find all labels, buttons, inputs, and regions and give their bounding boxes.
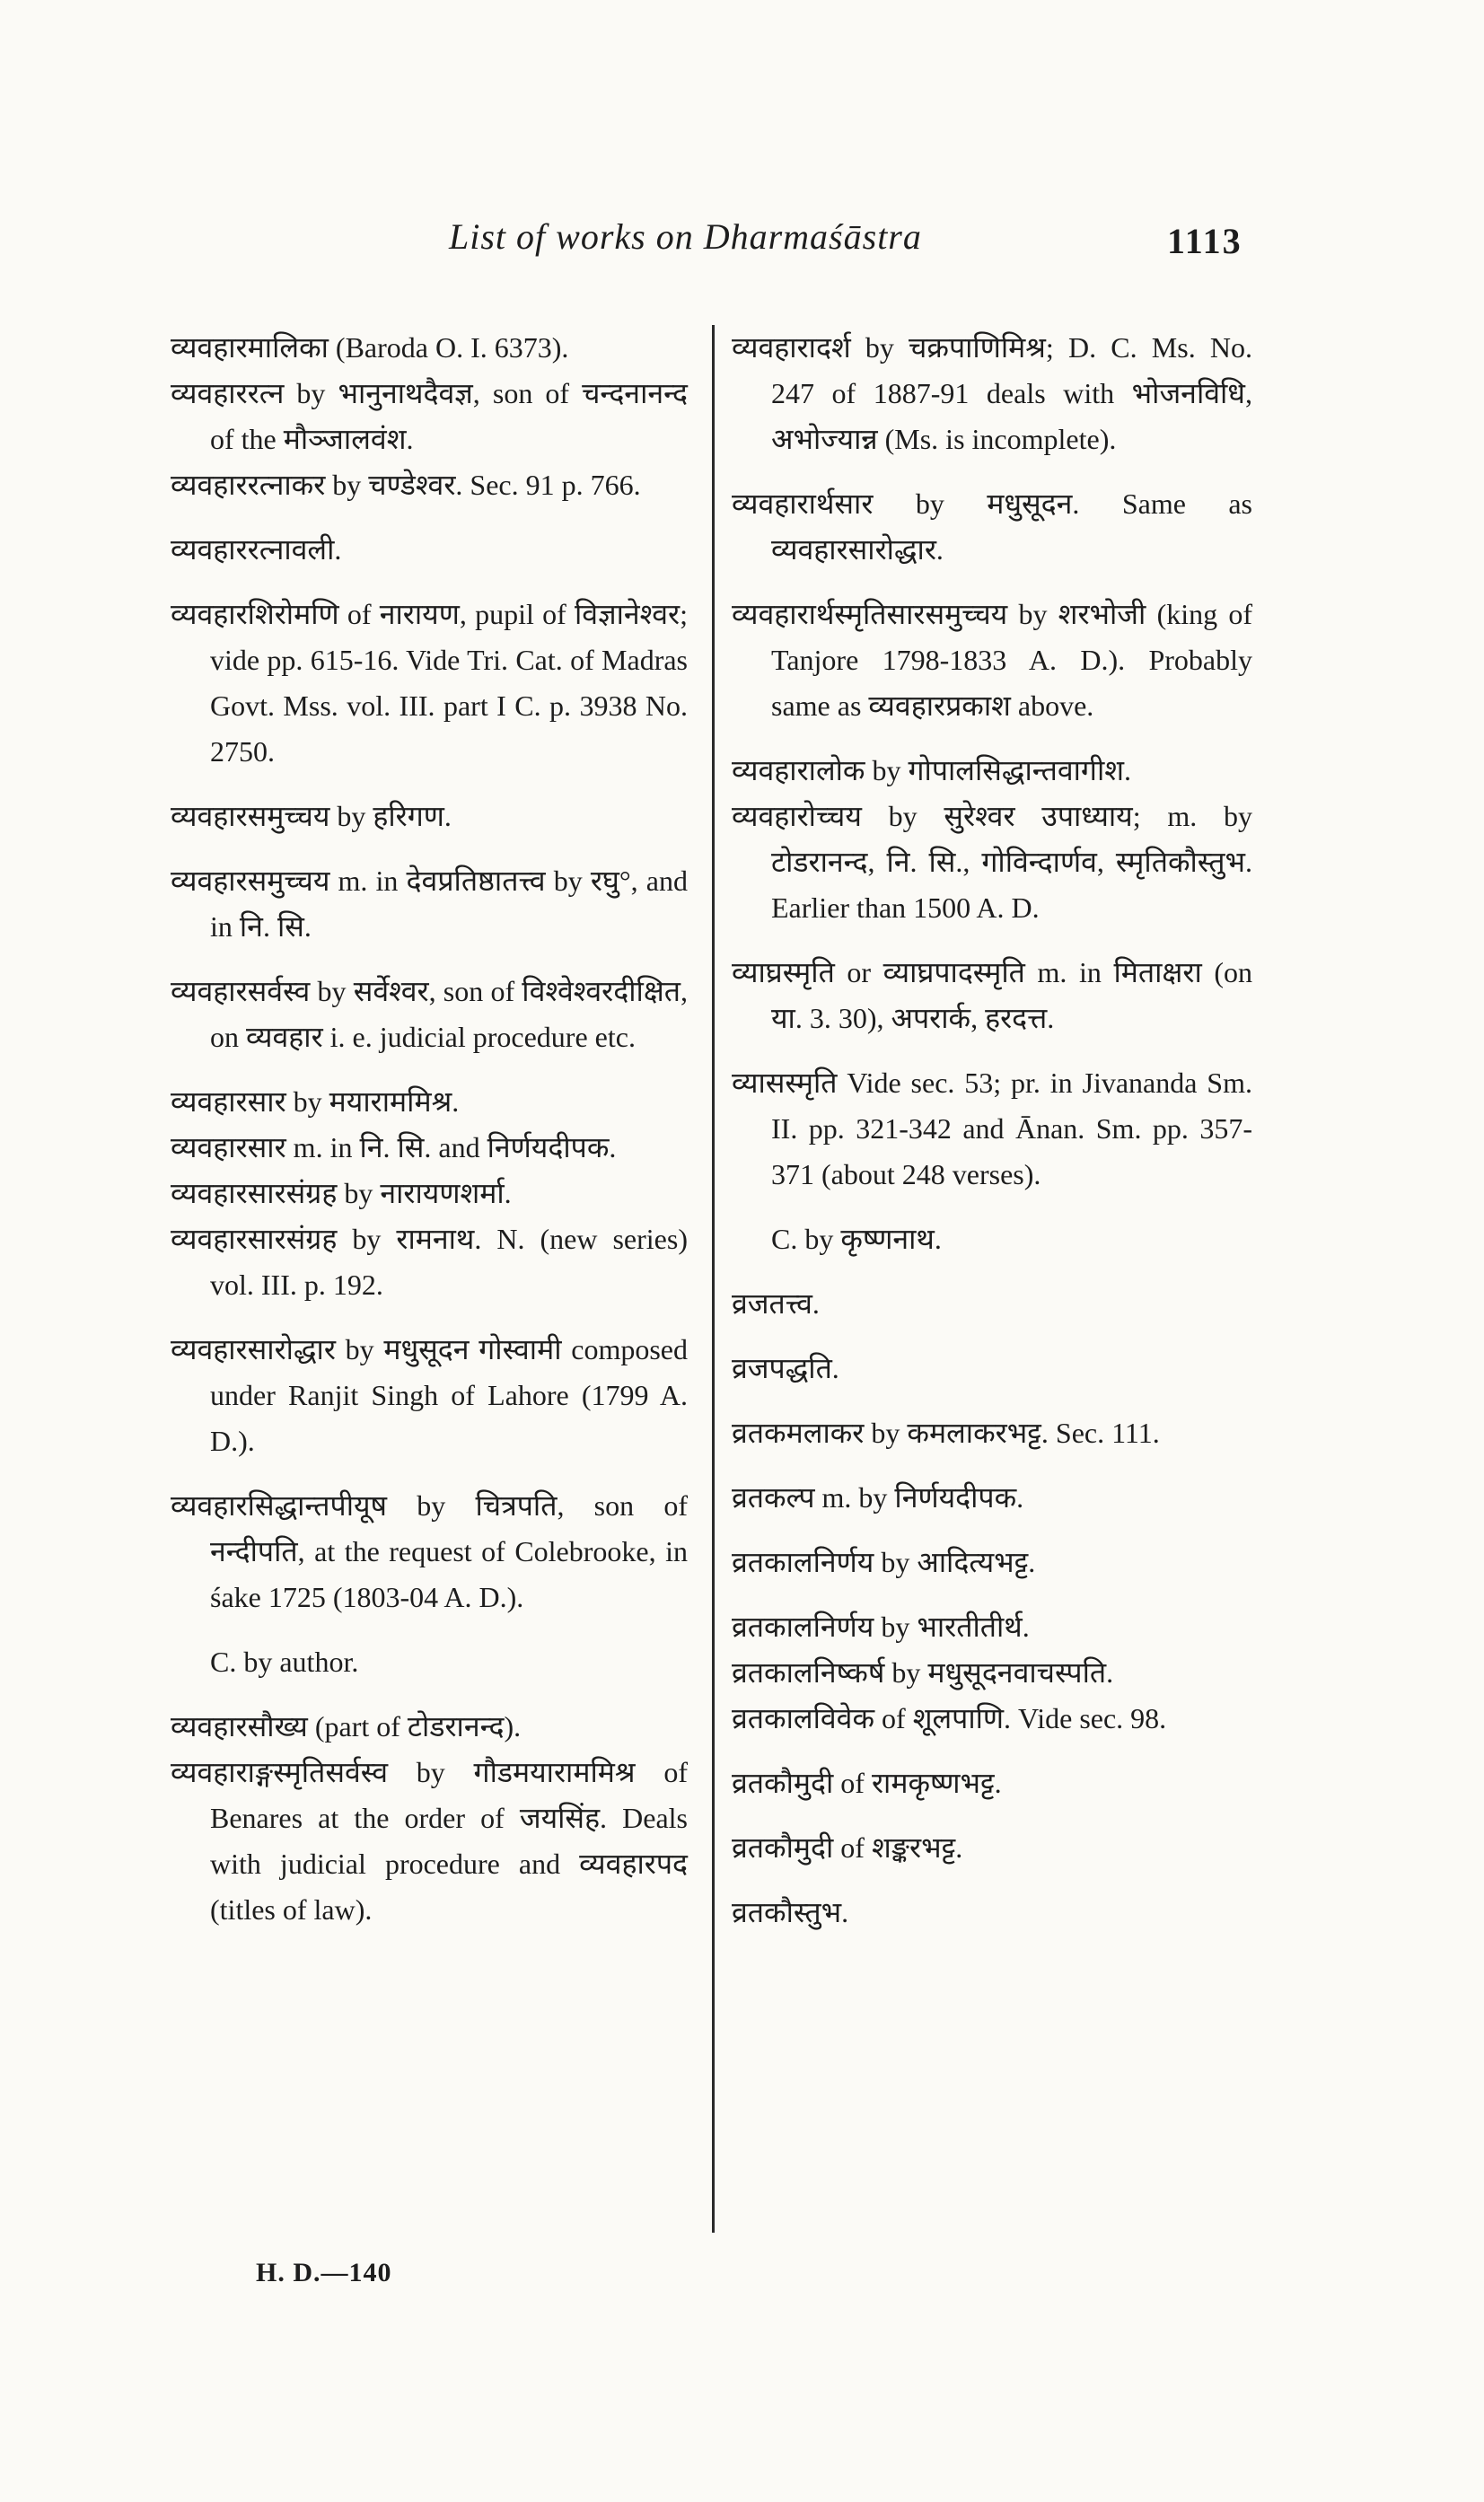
running-title: List of works on Dharmaśāstra [449,216,922,257]
bibliography-entry: व्यवहारसारसंग्रह by नारायणशर्मा. [171,1177,512,1209]
bibliography-entry: व्याघ्रस्मृति or व्याघ्रपादस्मृति m. in मिताक्षरा (on या. 3. 30), अपरार्क, हरदत्त. [732,956,1252,1034]
bibliography-entry: C. by कृष्णनाथ. [771,1223,942,1255]
bibliography-entry: व्यवहारसमुच्चय m. in देवप्रतिष्ठातत्त्व by रघु°, and in नि. सि. [171,865,688,943]
bibliography-entry: व्यवहाररत्नावली. [171,533,342,566]
signature-mark: H. D.—140 [256,2258,392,2287]
bibliography-entry: व्यवहाररत्न by भानुनाथदैवज्ञ, son of चन्दनानन्द of the मौञ्जालवंश. [171,377,688,455]
bibliography-entry: व्यवहाररत्नाकर by चण्डेश्वर. Sec. 91 p. 766. [171,469,641,501]
bibliography-entry: व्यवहारार्थसार by मधुसूदन. Same as व्यवहारसारोद्धार. [732,487,1252,566]
bibliography-entry: C. by author. [210,1646,359,1678]
bibliography-entry: व्रजपद्धति. [732,1352,839,1384]
bibliography-entry: व्रतकल्प m. by निर्णयदीपक. [732,1481,1024,1514]
bibliography-entry: व्यवहारमालिका (Baroda O. I. 6373). [171,331,569,364]
bibliography-entry: व्यवहारालोक by गोपालसिद्धान्तवागीश. [732,754,1131,786]
bibliography-entry: व्यवहारसमुच्चय by हरिगण. [171,800,452,832]
left-column [171,325,688,1933]
bibliography-entry: व्यवहारसार m. in नि. सि. and निर्णयदीपक. [171,1131,617,1163]
bibliography-entry: व्रतकालविवेक of शूलपाणि. Vide sec. 98. [732,1702,1167,1734]
bibliography-entry: व्यवहारसौख्य (part of टोडरानन्द). [171,1710,522,1743]
page-number: 1113 [1167,221,1243,261]
bibliography-entry: व्रजतत्त्व. [732,1287,820,1320]
bibliography-entry: व्रतकालनिर्णय by आदित्यभट्ट. [732,1546,1036,1578]
bibliography-entry: व्यवहारशिरोमणि of नारायण, pupil of विज्ञानेश्वर; vide pp. 615-16. Vide Tri. Cat. of Madras Govt. Mss. vol. III. part I C. p. 3938 No. 2750. [171,598,688,768]
bibliography-entry: व्रतकौमुदी of रामकृष्णभट्ट. [732,1767,1002,1799]
bibliography-entry: व्यवहारसिद्धान्तपीयूष by चित्रपति, son of नन्दीपति, at the request of Colebrooke, in śake 1725 (1803-04 A. D.). [171,1489,688,1613]
bibliography-entry: व्यवहारसर्वस्व by सर्वेश्वर, son of विश्वेश्वरदीक्षित, on व्यवहार i. e. judicial procedure etc. [171,975,688,1053]
bibliography-entry: व्रतकौमुदी of शङ्करभट्ट. [732,1831,963,1864]
column-divider [712,325,715,2233]
bibliography-entry: व्यवहारसारसंग्रह by रामनाथ. N. (new series) vol. III. p. 192. [171,1223,688,1301]
bibliography-entry: व्यवहारसार by मयाराममिश्र. [171,1085,460,1118]
bibliography-entry: व्यासस्मृति Vide sec. 53; pr. in Jivananda Sm. II. pp. 321-342 and Ānan. Sm. pp. 357-371 (about 248 verses). [732,1067,1252,1190]
bibliography-entry: व्रतकालनिष्कर्ष by मधुसूदनवाचस्पति. [732,1656,1114,1689]
bibliography-entry: व्यवहाराङ्गस्मृतिसर्वस्व by गौडमयाराममिश्र of Benares at the order of जयसिंह. Deals with judicial procedure and व्यवहारपद (titles of law). [171,1756,688,1926]
bibliography-entry: व्यवहारादर्श by चक्रपाणिमिश्र; D. C. Ms. No. 247 of 1887-91 deals with भोजनविधि, अभोज्यान्न (Ms. is incomplete). [732,331,1252,455]
bibliography-entry: व्यवहारसारोद्धार by मधुसूदन गोस्वामी composed under Ranjit Singh of Lahore (1799 A. D.). [171,1333,688,1457]
right-column [732,325,1252,1936]
bibliography-entry: व्रतकमलाकर by कमलाकरभट्ट. Sec. 111. [732,1417,1160,1449]
bibliography-entry: व्यवहारोच्चय by सुरेश्वर उपाध्याय; m. by टोडरानन्द, नि. सि., गोविन्दार्णव, स्मृतिकौस्तुभ. Earlier than 1500 A. D. [732,800,1252,924]
bibliography-entry: व्रतकालनिर्णय by भारतीतीर्थ. [732,1611,1030,1643]
bibliography-entry: व्रतकौस्तुभ. [732,1896,849,1928]
bibliography-entry: व्यवहारार्थस्मृतिसारसमुच्चय by शरभोजी (king of Tanjore 1798-1833 A. D.). Probably same as व्यवहारप्रकाश above. [732,598,1252,722]
